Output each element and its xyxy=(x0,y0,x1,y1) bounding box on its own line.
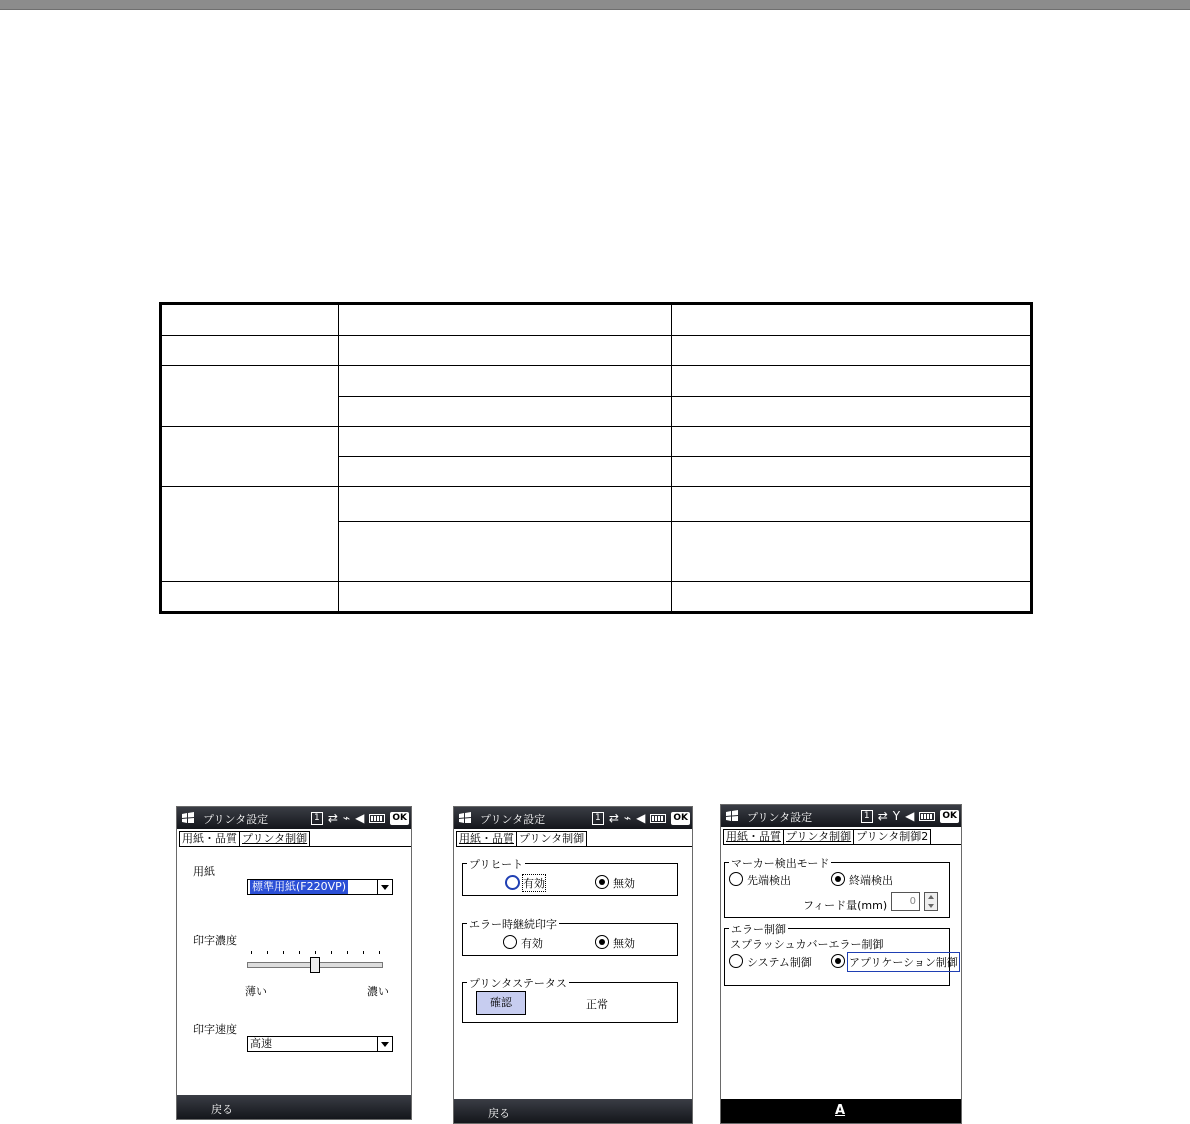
error-off-label[interactable]: 無効 xyxy=(613,937,635,950)
feed-amount-label: フィード量(mm) xyxy=(803,899,888,912)
windows-flag-icon[interactable] xyxy=(458,811,472,825)
window-title: プリンタ設定 xyxy=(747,811,813,824)
marker-mode-group xyxy=(724,857,950,918)
tab-paper-quality[interactable]: 用紙・品質 xyxy=(179,831,240,846)
sync-icon[interactable]: ⇄ xyxy=(608,811,619,825)
paper-label: 用紙 xyxy=(193,865,215,878)
tab-printer-control-2[interactable]: プリンタ制御2 xyxy=(853,829,931,844)
sync-icon[interactable]: ⇄ xyxy=(877,809,888,823)
slider-thumb[interactable] xyxy=(310,957,320,973)
input-mode-softkey[interactable]: A xyxy=(835,1103,846,1118)
number-one-icon: 1 xyxy=(311,812,323,825)
antenna-icon[interactable]: Y xyxy=(892,809,901,823)
feed-amount-input[interactable]: 0 xyxy=(891,892,920,911)
error-off-radio[interactable] xyxy=(595,935,609,949)
screen-paper-quality xyxy=(176,806,412,1120)
preheat-off-radio[interactable] xyxy=(595,875,609,889)
chevron-down-icon[interactable] xyxy=(377,1037,392,1051)
preheat-on-label[interactable]: 有効 xyxy=(523,877,545,890)
app-control-label[interactable]: アプリケーション制御 xyxy=(847,952,960,972)
windows-flag-icon[interactable] xyxy=(181,811,195,825)
screen-printer-control-2 xyxy=(720,804,962,1124)
system-control-radio[interactable] xyxy=(729,954,743,968)
printer-status-legend: プリンタステータス xyxy=(469,977,567,990)
tab-paper-quality[interactable]: 用紙・品質 xyxy=(456,831,517,846)
title-bar xyxy=(177,807,411,829)
ok-icon[interactable]: OK xyxy=(942,810,957,821)
sync-icon[interactable]: ⇄ xyxy=(327,811,338,825)
error-control-legend: エラー制御 xyxy=(731,923,786,936)
marker-top-radio[interactable] xyxy=(729,872,743,886)
paper-select[interactable] xyxy=(247,879,393,895)
feed-amount-spinner[interactable] xyxy=(924,892,938,911)
status-icons xyxy=(311,810,409,826)
speaker-icon[interactable]: ◀ xyxy=(905,809,915,823)
tab-printer-control[interactable]: プリンタ制御 xyxy=(239,831,310,846)
speed-label: 印字速度 xyxy=(193,1023,237,1036)
marker-top-label[interactable]: 先端検出 xyxy=(747,874,791,887)
marker-end-label[interactable]: 終端検出 xyxy=(849,874,893,887)
windows-flag-icon[interactable] xyxy=(725,809,739,823)
splash-cover-label: スプラッシュカバーエラー制御 xyxy=(730,938,884,951)
status-check-button[interactable]: 確認 xyxy=(476,991,526,1015)
battery-icon[interactable] xyxy=(919,812,935,821)
title-bar xyxy=(721,805,961,827)
table-row xyxy=(161,366,1032,396)
tab-strip xyxy=(723,829,961,845)
table-row xyxy=(161,304,1032,336)
tab-strip xyxy=(456,831,692,847)
softkey-bar xyxy=(454,1099,692,1123)
error-continue-legend: エラー時継続印字 xyxy=(469,918,557,931)
paper-select-value: 標準用紙(F220VP) xyxy=(252,880,347,893)
tab-printer-control[interactable]: プリンタ制御 xyxy=(516,831,587,846)
ok-icon[interactable]: OK xyxy=(673,812,688,823)
ok-icon[interactable]: OK xyxy=(392,812,407,823)
error-continue-group xyxy=(462,918,678,956)
table-row xyxy=(161,487,1032,522)
preheat-legend: プリヒート xyxy=(469,858,524,871)
number-one-icon: 1 xyxy=(592,812,604,825)
battery-icon[interactable] xyxy=(650,814,666,823)
back-softkey[interactable]: 戻る xyxy=(211,1103,233,1116)
error-on-radio[interactable] xyxy=(503,935,517,949)
printer-status-group xyxy=(462,977,678,1023)
battery-icon[interactable] xyxy=(369,814,385,823)
window-title: プリンタ設定 xyxy=(480,813,546,826)
density-low-label: 薄い xyxy=(245,985,267,998)
speed-select[interactable] xyxy=(247,1036,393,1052)
density-label: 印字濃度 xyxy=(193,934,237,947)
error-control-group xyxy=(724,923,958,986)
tab-strip xyxy=(179,831,411,847)
app-control-radio[interactable] xyxy=(831,954,845,968)
density-slider[interactable] xyxy=(247,947,383,973)
table-row xyxy=(161,336,1032,366)
speaker-icon[interactable]: ◀ xyxy=(355,811,365,825)
speed-select-value: 高速 xyxy=(250,1037,272,1050)
preheat-off-label[interactable]: 無効 xyxy=(613,877,635,890)
system-control-label[interactable]: システム制御 xyxy=(747,956,812,969)
tab-paper-quality[interactable]: 用紙・品質 xyxy=(723,829,784,844)
screen-printer-control xyxy=(453,806,693,1124)
spec-table xyxy=(159,302,1033,614)
error-on-label[interactable]: 有効 xyxy=(521,937,543,950)
number-one-icon: 1 xyxy=(861,810,873,823)
table-row xyxy=(161,581,1032,612)
power-icon[interactable]: ⌁ xyxy=(342,811,351,825)
chevron-down-icon[interactable] xyxy=(377,880,392,894)
table-row xyxy=(161,426,1032,456)
status-icons xyxy=(592,810,690,826)
marker-end-radio[interactable] xyxy=(831,872,845,886)
speaker-icon[interactable]: ◀ xyxy=(636,811,646,825)
back-softkey[interactable]: 戻る xyxy=(488,1107,510,1120)
status-value: 正常 xyxy=(586,998,608,1011)
density-high-label: 濃い xyxy=(367,985,389,998)
window-title: プリンタ設定 xyxy=(203,813,269,826)
softkey-bar xyxy=(177,1095,411,1119)
preheat-group xyxy=(462,858,678,896)
status-icons xyxy=(861,808,959,824)
preheat-on-radio[interactable] xyxy=(505,875,520,890)
softkey-bar xyxy=(721,1099,961,1123)
tab-printer-control[interactable]: プリンタ制御 xyxy=(783,829,854,844)
marker-mode-legend: マーカー検出モード xyxy=(731,857,830,870)
title-bar xyxy=(454,807,692,829)
power-icon[interactable]: ⌁ xyxy=(623,811,632,825)
top-border xyxy=(0,0,1190,10)
